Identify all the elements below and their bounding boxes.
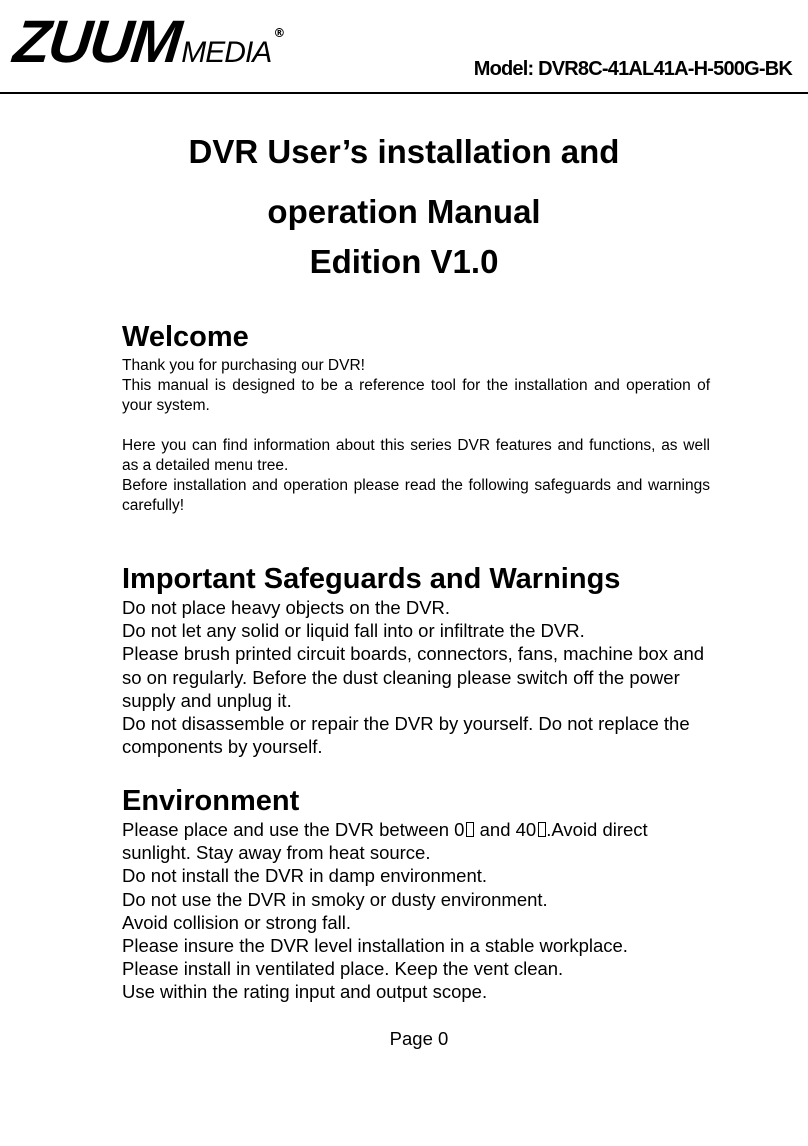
welcome-paragraph: This manual is designed to be a reference tool for the installation and operation of your system.: [122, 377, 710, 414]
paragraph-gap: [122, 416, 710, 436]
page-header: [0, 0, 808, 96]
page-number: Page 0: [389, 1028, 449, 1049]
manual-edition: Edition V1.0: [309, 243, 499, 280]
safeguard-item: Do not let any solid or liquid fall into or infiltrate the DVR.: [122, 620, 585, 642]
header-divider: [0, 92, 808, 94]
welcome-paragraph: Before installation and operation please read the following safeguards and warnings carefully!: [122, 477, 710, 514]
manual-title-line-1: DVR User’s installation and: [188, 133, 620, 170]
zuum-media-logo: [10, 8, 286, 75]
environment-item: Use within the rating input and output scope.: [122, 981, 488, 1003]
welcome-paragraph: Here you can find information about this series DVR features and functions, as well as a detailed menu tree.: [122, 437, 710, 474]
environment-item: Please insure the DVR level installation in a stable workplace.: [122, 935, 628, 957]
environment-item: Do not use the DVR in smoky or dusty environment.: [122, 888, 548, 910]
registered-mark-icon: ®: [273, 26, 286, 40]
model-number: Model: DVR8C-41AL41A-H-500G-BK: [473, 58, 792, 80]
safeguard-item: Do not place heavy objects on the DVR.: [122, 597, 451, 618]
environment-section: [122, 784, 710, 1004]
environment-item: Please install in ventilated place. Keep the vent clean.: [122, 958, 564, 980]
safeguard-item: Please brush printed circuit boards, connectors, fans, machine box and so on regularly. Before the dust cleaning please switch off the power supply and unplug it.: [122, 643, 705, 711]
environment-item: Do not install the DVR in damp environment.: [122, 865, 488, 887]
safeguard-item: Do not disassemble or repair the DVR by yourself. Do not replace the components by yourself.: [122, 713, 690, 758]
logo-subtext: MEDIA: [181, 36, 272, 69]
manual-title-line-2: operation Manual: [267, 193, 541, 230]
safeguards-section: [122, 562, 710, 758]
welcome-paragraph: Thank you for purchasing our DVR!: [122, 357, 365, 374]
environment-heading: Environment: [122, 785, 300, 817]
temperature-text-end: .Avoid direct sunlight. Stay away from heat source.: [122, 819, 648, 864]
environment-temperature-item: [122, 818, 710, 864]
safeguards-heading: Important Safeguards and Warnings: [122, 563, 621, 595]
welcome-heading: Welcome: [122, 321, 249, 353]
temperature-text-start: Please place and use the DVR between 0: [122, 819, 465, 840]
logo-wordmark: ZUUM: [10, 8, 183, 75]
welcome-section: [122, 320, 710, 516]
environment-item: Avoid collision or strong fall.: [122, 911, 351, 933]
temperature-text-middle: and 40: [474, 819, 537, 840]
